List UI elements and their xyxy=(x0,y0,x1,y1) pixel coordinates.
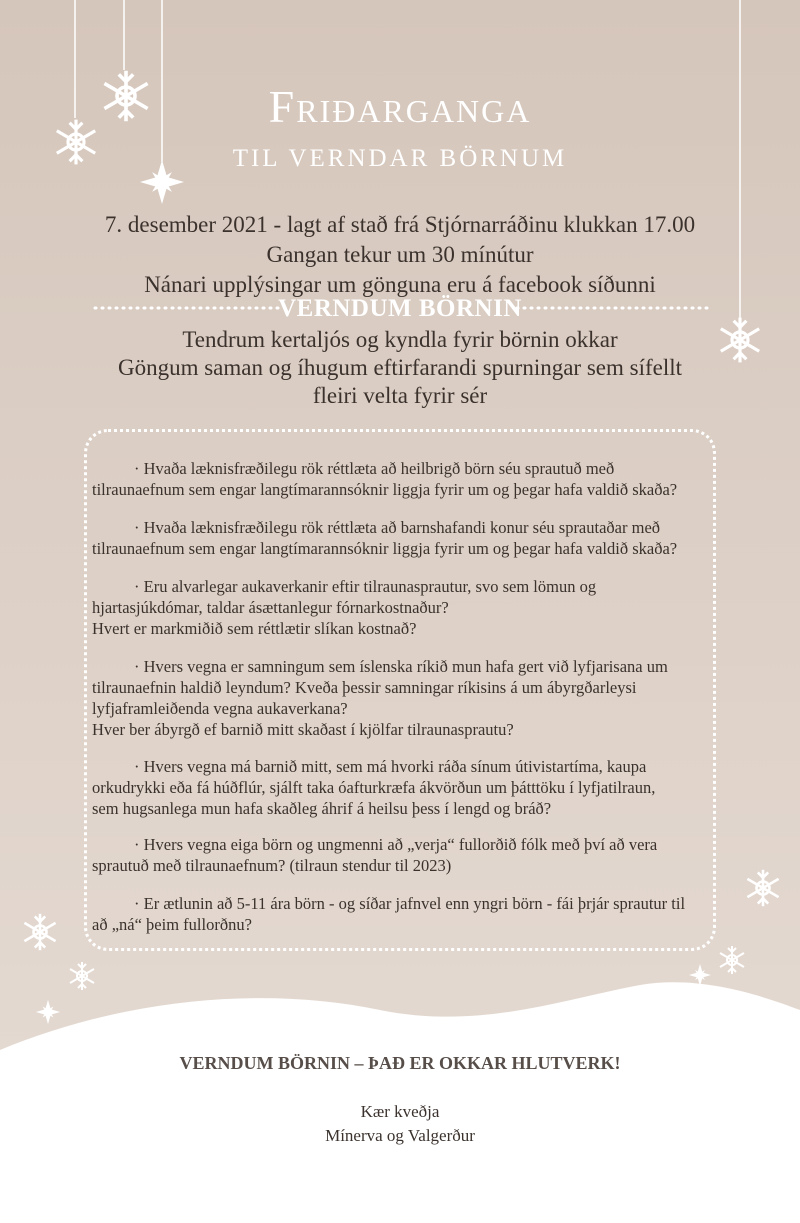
question-text: tilraunaefnum sem engar langtímarannsóknir liggja fyrir um og þegar hafa valdið skaða? xyxy=(92,539,678,558)
question-text: · Eru alvarlegar aukaverkanir eftir tilraunasprautur, svo sem lömun og xyxy=(134,577,597,596)
page-title: Friðarganga xyxy=(268,81,532,132)
question-item xyxy=(92,576,702,639)
question-text: · Hvaða læknisfræðilegu rök réttlæta að barnshafandi konur séu sprautaðar með xyxy=(134,518,661,537)
question-text: að „ná“ þeim fullorðnu? xyxy=(92,915,252,934)
facebook-page-name: VERNDUM BÖRNIN xyxy=(278,295,522,322)
question-text: tilraunaefnum sem engar langtímarannsóknir liggja fyrir um og þegar hafa valdið skaða? xyxy=(92,480,678,499)
question-item xyxy=(92,656,702,740)
question-item xyxy=(92,834,702,876)
question-text: Hvert er markmiðið sem réttlætir slíkan kostnað? xyxy=(92,619,417,638)
question-item xyxy=(92,756,702,819)
question-text: · Hvaða læknisfræðilegu rök réttlæta að heilbrigð börn séu sprautuð með xyxy=(134,459,615,478)
event-date-line: 7. desember 2021 - lagt af stað frá Stjórnarráðinu klukkan 17.00 xyxy=(104,212,696,237)
lead-line-2: Göngum saman og íhugum eftirfarandi spurningar sem sífellt xyxy=(117,355,683,380)
question-item xyxy=(92,893,702,935)
question-text: · Hvers vegna má barnið mitt, sem má hvorki ráða sínum útivistartíma, kaupa xyxy=(134,757,647,776)
greeting: Kær kveðja xyxy=(360,1102,440,1121)
page-subtitle: TIL VERNDAR BÖRNUM xyxy=(232,145,568,172)
event-duration-line: Gangan tekur um 30 mínútur xyxy=(266,242,534,267)
question-text: · Er ætlunin að 5-11 ára börn - og síðar jafnvel enn yngri börn - fái þrjár sprautur til xyxy=(134,894,686,913)
question-item xyxy=(92,517,702,559)
question-text: Hver ber ábyrgð ef barnið mitt skaðast í kjölfar tilraunasprautu? xyxy=(92,720,514,739)
question-text: · Hvers vegna er samningum sem íslenska ríkið mun hafa gert við lyfjarisana um xyxy=(134,657,668,676)
signature: Mínerva og Valgerður xyxy=(325,1126,475,1145)
question-text: lyfjaframleiðenda vegna aukaverkana? xyxy=(92,699,348,718)
question-text: hjartasjúkdómar, taldar ásættanlegur fórnarkostnaður? xyxy=(92,598,449,617)
lead-line-3: fleiri velta fyrir sér xyxy=(312,383,488,408)
question-text: tilraunaefnin haldið leyndum? Kveða þessir samningar ríkisins á um ábyrgðarleysi xyxy=(92,678,637,697)
lead-line-1: Tendrum kertaljós og kyndla fyrir börnin okkar xyxy=(182,327,618,352)
question-item xyxy=(92,458,702,500)
event-info-line: Nánari upplýsingar um gönguna eru á facebook síðunni xyxy=(144,272,656,297)
question-text: · Hvers vegna eiga börn og ungmenni að „verja“ fullorðið fólk með því að vera xyxy=(134,835,658,854)
question-text: orkudrykki eða fá húðflúr, sjálft taka óafturkræfa ákvörðun um þátttöku í lyfjatilraun, xyxy=(92,778,656,797)
question-text: sprautuð með tilraunaefnum? (tilraun stendur til 2023) xyxy=(92,856,452,875)
question-text: sem hugsanlega mun hafa skaðleg áhrif á heilsu þess í lengd og bráð? xyxy=(92,799,552,818)
footer-slogan: VERNDUM BÖRNIN – ÞAÐ ER OKKAR HLUTVERK! xyxy=(179,1053,621,1073)
